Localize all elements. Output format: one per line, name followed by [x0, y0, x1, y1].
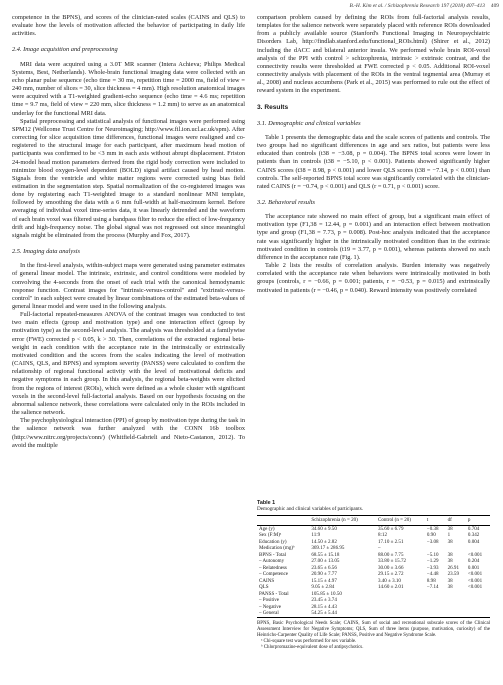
paragraph: Table 1 presents the demographic data and the scale scores of patients and controls. The two groups had no significant differences in age and sex ratios, but patients were less educated than controls (t38 = −3.08, p = 0.004). The BPNS total scores were lower in patients than in controls (t38 = −5.10, p < 0.001). Patients showed significantly higher CAINS scores (t38 = 8.98, p < 0.001) and lower QLS scores (t38 = −7.14, p < 0.001) than controls. The self-reported BPNS total score was significantly correlated with the clinician-rated CAINS (r = −0.74, p < 0.001) and QLS (r = 0.71, p < 0.001) score. [257, 133, 490, 190]
table-cell: −4.48 [426, 571, 439, 577]
table-cell: 0.001 [467, 564, 480, 571]
table-cell: −0.38 [426, 525, 439, 532]
table-cell: 0.90 [426, 532, 436, 538]
table-cell: 0.204 [467, 558, 480, 564]
row-label: PANSS - Total [259, 590, 289, 597]
table-cell: 33.80 ± 15.72 [378, 558, 407, 564]
page-number: 409 [490, 3, 499, 9]
table-cell: 30.00 ± 3.66 [378, 564, 404, 571]
table-cell: 35.60 ± 6.79 [378, 525, 404, 532]
paragraph: comparison problem caused by defining the ROIs from full-factorial analysis results, templates for the salience network were separately placed with reference ROIs downloaded from a publicly available source (Stanford's Functional Imaging in Neuropsychiatric Disorders Lab, http://findlab.stanford.edu/functional_ROIs.html) (Shirer et al., 2012) including the dACC and bilateral anterior insula. We performed whole brain ROI-voxel analysis of the PPI with control > schizophrenia, intrinsic > extrinsic contrast, and the connectivity results were thresholded at FWE corrected p < 0.05. Additional ROI-voxel connectivity analysis with placement of the ROIs in the ventral tegmental area (Murray et al., 2008) and nucleus accumbens (Park et al., 2015) was performed to rule out the effect of reward system in the experiment. [257, 14, 490, 95]
paragraph: MRI data were acquired using a 3.0T MR scanner (Intera Achieva; Philips Medical Systems, Best, Netherlands). Whole-brain functional imaging data were collected with an echo planar pulse sequence (echo time = 30 ms, repetition time = 2000 ms, field of view = 240 mm, number of slices = 30, slice thickness = 4 mm). High resolution anatomical images were acquired with a T1-weighted gradient-echo sequence (echo time = 4.6 ms; repetition time = 9.7 ms, field of view = 220 mm, slice thickness = 1.2 mm) to serve as an anatomical underlay for the functional MRI data. [12, 60, 245, 117]
table-cell: 38 [447, 577, 453, 584]
table-row [257, 525, 490, 532]
row-label: Education (y) [259, 538, 287, 545]
table-cell: 38 [447, 584, 453, 590]
paragraph: Full-factorial repeated-measures ANOVA of the contrast images was conducted to test two main effects (group and motivation type) and one interaction effect (group by motivation type) as the second-level analysis. The analysis was thresholded at a familywise error (FWE) corrected p < 0.05, k > 30. Then, correlations of the extracted regional beta-weight in each condition with the acceptance rate in the intrinsically or extrinsically motivated condition and the scores from the scales indicating the level of motivation (CAINS, QLS, and BPNS) and symptom severity (PANSS) were calculated to confirm the relationship of regional functional activity with the level of motivational deficits and negative symptoms in each group. In this analysis, the regional beta-weights were elicited from the regions of interest (ROIs), which were defined as a whole cluster with significant voxels in the second-level full-factorial analysis. Based on our hypothesis focusing on the abnormal salience network, these correlations were calculated only in the ROIs included in the salience network. [12, 311, 245, 417]
row-label: – Negative [259, 603, 282, 610]
table-cell: 1 [447, 532, 451, 538]
row-label: Sex (F:M)ᵃ [259, 532, 282, 538]
paragraph: Table 2 lists the results of correlation analysis. Burden intensity was negatively correlated with the acceptance rate when behaviors were intrinsically motivated in both groups (controls, r = −0.66, p = 0.001; patients, r = −0.53, p = 0.015) and extrinsically motivated in patients (r = −0.46, p = 0.040). Reward intensity was positively correlated [257, 262, 490, 294]
column-header: t [426, 517, 429, 523]
table-cell: 3.40 ± 3.10 [378, 577, 401, 584]
table-cell: 20.90 ± 7.77 [311, 571, 337, 577]
table-cell [446, 610, 466, 617]
section-heading-2-5: 2.5. Imaging data analysis [12, 248, 80, 256]
table-cell: <0.001 [467, 551, 483, 558]
table-cell: <0.001 [467, 571, 483, 577]
table-cell: 105.85 ± 10.50 [311, 590, 342, 597]
row-label: Age (y) [259, 525, 275, 532]
table-abbreviations: BPNS, Basic Psychological Needs Scale; CAINS, Sum of social and recreational subscale scores of the Clinical Assessment Interview for Negative Symptoms; QLS, Sum of three items (purpose, motivation, curiosity) of the Heinrichs-Carpenter Quality of Life Scale; PANSS, Positive and Negative Syndrome Scale. [257, 620, 490, 638]
table-cell: 17.10 ± 2.51 [378, 538, 404, 545]
table-cell: 34.60 ± 9.50 [311, 525, 337, 532]
table-cell: −3.08 [426, 538, 439, 545]
table-cell: <0.001 [467, 584, 483, 590]
paragraph: The acceptance rate showed no main effect of group, but a significant main effect of motivation type (F1,38 = 12.44, p = 0.001) and an interaction effect between motivation type and group (F1,38 = 7.73, p = 0.008). Post-hoc analysis indicated that the acceptance rate was significantly higher in the intrinsically motivated condition than in the extrinsic motivated condition in controls (t19 = 3.77, p = 0.001), whereas patients showed no such difference in the acceptance rate (Fig. 1). [257, 213, 490, 261]
running-title: B.-H. Kim et al. / Schizophrenia Research 197 (2018) 407–413 [349, 3, 485, 9]
table-caption: Demographic and clinical variables of participants. [257, 506, 364, 512]
table-cell: 369.17 ± 286.95 [311, 545, 345, 551]
table-header-row [257, 516, 490, 526]
paragraph: In the first-level analysis, within-subject maps were generated using parameter estimates of general linear model. The intrinsic, extrinsic, and control conditions were modeled by convolving the 4-seconds from the onset of each trial with the canonical hemodynamic response function. Contrast images for "intrinsic-versus-control" and "extrinsic-versus-control" in each subject were created by linear combinations of the estimated beta-values of general linear model and were used in the following analysis. [12, 262, 245, 310]
row-label: BPNS - Total [259, 551, 287, 558]
table-cell: 38 [447, 558, 453, 564]
table-cell: 23.59 [447, 571, 459, 577]
row-label: CAINS [259, 577, 275, 584]
column-header: p [467, 517, 471, 523]
paragraph: competence in the BPNS), and scores of the clinician-rated scales (CAINS and QLS) to evaluate how the levels of motivation affected the behavior of participating in daily life activities. [12, 14, 245, 38]
table-cell: 23.45 ± 3.74 [311, 597, 337, 603]
table-cell: 14.60 ± 2.01 [378, 584, 404, 590]
row-label: Medication (mg)ᵇ [259, 545, 295, 551]
row-label: – General [259, 610, 279, 616]
table-cell: 38 [447, 525, 453, 532]
table-cell: 23.65 ± 6.56 [311, 564, 337, 571]
table-cell: −5.10 [426, 551, 439, 558]
row-label: – Relatedness [259, 564, 287, 571]
row-label: – Competence [259, 571, 289, 577]
row-label: QLS [259, 584, 269, 590]
row-label: – Autonomy [259, 558, 285, 564]
column-header [257, 516, 309, 526]
table-1 [257, 500, 490, 651]
left-column [12, 14, 245, 450]
section-heading-2-4: 2.4. Image acquisition and preprocessing [12, 46, 118, 54]
column-header: df [447, 517, 452, 523]
paragraph: Spatial preprocessing and statistical analysis of functional images were performed using SPM12 (Wellcome Trust Centre for Neuroimaging; http://www.fil.ion.ucl.ac.uk/spm). After correcting for slice acquisition time differences, functional images were realigned and co-registered to the structural image for each participant, after maximum head motion of participants was confirmed to be <3 mm in each axis without abrupt displacement. Friston 24-model head motion parameters derived from the rigid body correction were included to minimize blood oxygen-level dependent (BOLD) signal artifact caused by head motion. Signals from the ventricle and white matter regions were corrected using bias field estimation in the segmentation step. Spatial normalization of the co-registered images was done by registering each T1-weighted image to a standard nonlinear MNI template, followed by smoothing the data with a 6 mm full-width at half-maximum kernel. Before averaging of individual voxel time-series data, it was linearly detrended and the waveform of each brain voxel was filtered using a bandpass filter to reduce the effect of low-frequency drift and high-frequency noise. The global signal was not regressed out since meaningful signals might be eliminated from the process (Murphy and Fox, 2017). [12, 117, 245, 239]
right-column [257, 14, 490, 295]
footnote-a: ᵃ Chi-square test was performed for sex variable. [261, 638, 357, 644]
table-cell: – [378, 545, 381, 551]
table-cell [466, 610, 490, 617]
page-header [0, 0, 503, 14]
table-cell: 27.00 ± 13.05 [311, 558, 340, 564]
table-cell: 15.15 ± 4.97 [311, 577, 337, 584]
table-title: Table 1 [257, 500, 276, 506]
section-heading-3: 3. Results [257, 103, 289, 111]
table-cell: <0.001 [467, 577, 483, 584]
table-cell: 54.25 ± 5.44 [311, 610, 337, 616]
section-heading-3-2: 3.2. Behavioral results [257, 198, 315, 206]
table-cell: 8:12 [378, 532, 387, 538]
footnote-b: ᵇ Chlorpromazine-equivalent dose of antipsychotics. [261, 644, 364, 650]
demographics-table [257, 515, 490, 618]
table-cell: 29.15 ± 2.72 [378, 571, 404, 577]
section-heading-3-1: 3.1. Demographic and clinical variables [257, 119, 361, 127]
paragraph: The psychophysiological interaction (PPI) of group by motivation type during the task in the salience network was further analyzed with the CONN 16b toolbox (http://www.nitrc.org/projects/conn/) (Whitfield-Gabrieli and Nieto-Castanon, 2012). To avoid the multiple [12, 417, 245, 449]
table-cell: 8.98 [426, 577, 436, 584]
table-cell: −7.14 [426, 584, 439, 590]
table-cell: 28.15 ± 4.43 [311, 603, 337, 610]
table-cell: 68.55 ± 15.18 [311, 551, 340, 558]
table-row [257, 610, 490, 617]
table-cell [425, 610, 446, 617]
column-header: Control (n = 20) [378, 517, 411, 523]
table-cell: −1.29 [426, 558, 439, 564]
table-cell [376, 610, 425, 617]
table-cell: 0.342 [467, 532, 480, 538]
column-header: Schizophrenia (n = 20) [311, 517, 358, 523]
table-note [257, 621, 490, 651]
table-cell: 0.004 [467, 538, 480, 545]
table-cell: 38 [447, 551, 453, 558]
row-label: – Positive [259, 597, 280, 603]
table-cell: −3.93 [426, 564, 439, 571]
table-cell: 9.05 ± 2.84 [311, 584, 335, 590]
table-cell: 11:9 [311, 532, 321, 538]
table-cell: 0.704 [467, 525, 480, 532]
table-cell: 88.00 ± 7.75 [378, 551, 404, 558]
table-cell: 26.91 [447, 564, 459, 571]
table-cell: 38 [447, 538, 453, 545]
table-cell: 14.50 ± 2.82 [311, 538, 337, 545]
